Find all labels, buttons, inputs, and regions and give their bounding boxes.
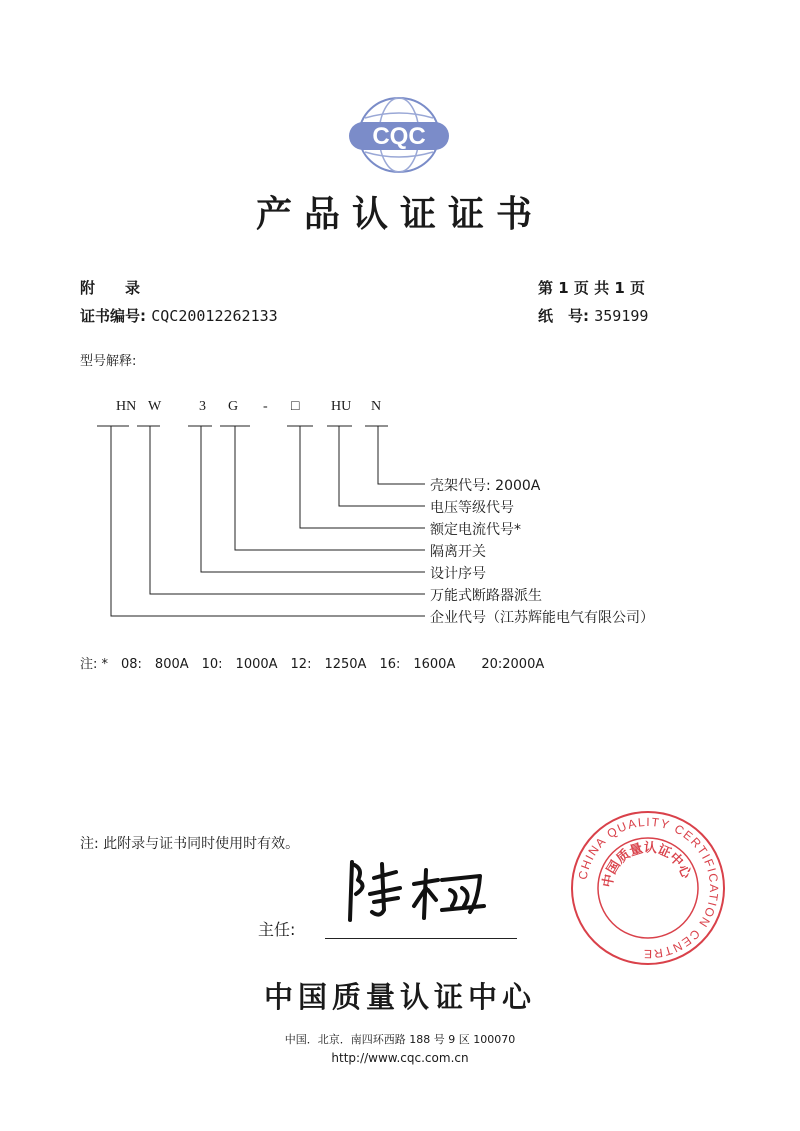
cert-no-label: 证书编号: <box>80 307 146 325</box>
desc-breaker-derived: 万能式断路器派生 <box>430 588 542 604</box>
page-info: 第 1 页 共 1 页 <box>538 279 645 297</box>
model-part-isolation: G <box>228 399 239 414</box>
desc-voltage-code: 电压等级代号 <box>430 500 514 516</box>
model-part-frame: N <box>371 399 382 414</box>
desc-design-serial: 设计序号 <box>430 566 486 582</box>
svg-text:中国质量认证中心 <box>600 840 695 888</box>
desc-isolation-switch: 隔离开关 <box>430 544 486 560</box>
current-rating-note: 注: * 08: 800A 10: 1000A 12: 1250A 16: 1600A 20:2000A <box>80 657 545 672</box>
desc-enterprise-code: 企业代号（江苏辉能电气有限公司） <box>430 610 654 626</box>
organization-website: http://www.cqc.com.cn <box>331 1051 469 1065</box>
certificate-title: 产品认证证书 <box>255 194 544 235</box>
seal-outer-text: CHINA QUALITY CERTIFICATION CENTRE <box>575 814 722 962</box>
organization-address: 中国．北京．南四环西路 188 号 9 区 100070 <box>284 1033 516 1046</box>
paper-no-label: 纸 号: <box>538 307 589 325</box>
organization-name: 中国质量认证中心 <box>263 980 536 1014</box>
director-signature <box>330 850 510 930</box>
desc-current-code: 额定电流代号* <box>430 522 521 538</box>
desc-frame-code: 壳架代号: 2000A <box>430 478 541 494</box>
certification-seal <box>568 808 728 968</box>
appendix-label: 附 录 <box>80 279 141 297</box>
model-explanation-heading: 型号解释: <box>80 354 137 369</box>
model-part-dash: - <box>263 399 268 414</box>
seal-inner-text: 中国质量认证中心 <box>600 840 694 889</box>
paper-number <box>538 305 648 326</box>
cert-no-value: CQC20012262133 <box>151 307 278 325</box>
validity-note: 注: 此附录与证书同时使用时有效。 <box>80 836 300 852</box>
model-code <box>0 399 800 419</box>
model-part-current: □ <box>291 399 300 414</box>
paper-no-value: 359199 <box>594 307 649 325</box>
model-part-enterprise: HN <box>116 399 137 414</box>
director-label: 主任: <box>258 920 296 939</box>
model-part-type: W <box>148 399 162 414</box>
signature-line <box>325 938 517 939</box>
certificate-number <box>80 305 278 326</box>
model-part-design: 3 <box>199 399 206 414</box>
logo-text: CQC <box>372 123 426 150</box>
cqc-logo-icon <box>343 96 455 174</box>
model-part-voltage: HU <box>331 399 352 414</box>
